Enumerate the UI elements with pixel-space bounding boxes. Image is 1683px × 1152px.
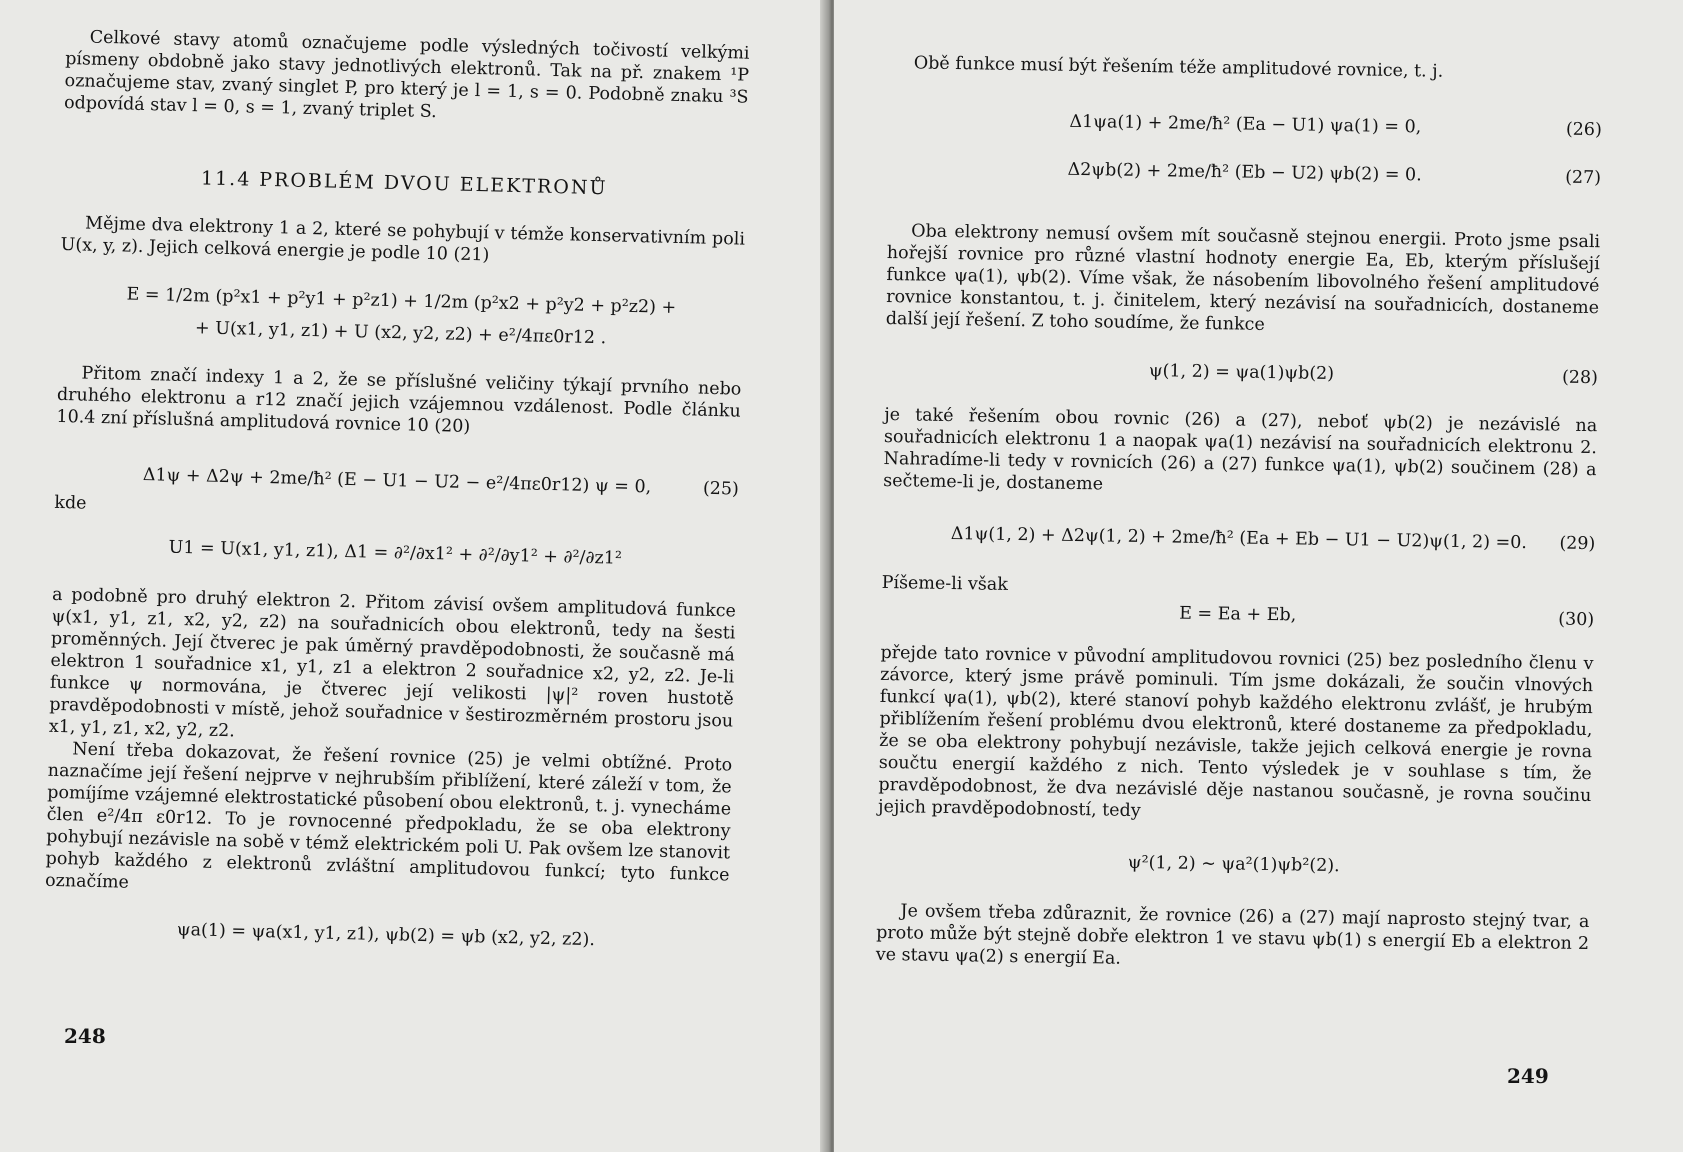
equation-27-number: (27) — [1565, 167, 1602, 189]
right-page — [834, 0, 1683, 1152]
equation-probability: ψ²(1, 2) ~ ψa²(1)ψb²(2). — [1127, 852, 1340, 877]
paragraph-approximation: Není třeba dokazovat, že řešení rovnice (25) je velmi obtížné. Proto naznačíme její řešení nejprve v nejhrubším přiblížení, které záleží v tom, že pomíjíme vzájemné elektrostatické působení obou elektronů, t. j. vynecháme člen e²/4π ε0r12. To je rovnocenné předpokladu, že se oba elektrony pohybují nezávisle na sobě v témž elektrickém poli U. Pak ovšem lze stanovit pohyb každého z elektronů zvláštní amplitudovou funkcí; tyto funkce označíme — [44, 739, 733, 893]
equation-energy-line2: + U(x1, y1, z1) + U (x2, y2, z2) + e²/4πε0r12 . — [194, 318, 607, 349]
kde-label: kde — [54, 492, 87, 514]
right-page-content — [876, 52, 1603, 977]
left-page-content — [44, 26, 750, 954]
equation-psi-definitions: ψa(1) = ψa(x1, y1, z1), ψb(2) = ψb (x2, y2, z2). — [176, 919, 596, 951]
equation-29 — [882, 522, 1595, 555]
left-page — [0, 0, 828, 1152]
equation-29-body: Δ1ψ(1, 2) + Δ2ψ(1, 2) + 2me/ħ² (Ea + Eb − U1 − U2)ψ(1, 2) =0. — [950, 524, 1528, 554]
equation-29-number: (29) — [1559, 533, 1596, 555]
intro-paragraph: Celkové stavy atomů označujeme podle výsledných točivostí velkými písmeny obdobně jako stavy jednotlivých elektronů. Tak na př. znakem ¹P označujeme stav, zvaný singlet P, pro který je l = 1, s = 0. Podobně znaku ³S odpovídá stav l = 0, s = 1, zvaný triplet S. — [63, 27, 750, 123]
equation-25-body: Δ1ψ + Δ2ψ + 2me/ħ² (E − U1 − U2 − e²/4πε0r12) ψ = 0, — [142, 465, 652, 498]
intro-paragraph-right: Obě funkce musí být řešením téže amplitudové rovnice, t. j. — [913, 53, 1444, 82]
equation-26-number: (26) — [1565, 119, 1603, 141]
paragraph-piseme: Píšeme-li však — [881, 572, 1009, 595]
paragraph-amplitude-function: a podobně pro druhý elektron 2. Přitom závisí ovšem amplitudová funkce ψ(x1, y1, z1, x2, y2, z2) na souřadnicích obou elektronů, tedy na šesti proměnných. Její čtverec je pak úměrný pravděpodobnosti, že současně má elektron 1 souřadnice x1, y1, z1 a elektron 2 souřadnice x2, y2, z2. Je-li funkce ψ normována, je čtverec její velikosti |ψ|² roven hustotě pravděpodobnosti v místě, jehož souřadnice v šestirozměrném prostoru jsou x1, y1, z1, x2, y2, z2. — [48, 584, 737, 742]
equation-energy-line1: E = 1/2m (p²x1 + p²y1 + p²z1) + 1/2m (p²x2 + p²y2 + p²z2) + — [126, 284, 677, 318]
equation-28-body: ψ(1, 2) = ψa(1)ψb(2) — [1148, 361, 1335, 385]
paragraph-symmetry: Je ovšem třeba zdůraznit, že rovnice (26) a (27) mají naprosto stejný tvar, a proto může být stejně dobře elektron 1 ve stavu ψb(1) s energií Eb a elektron 2 ve stavu ψa(2) s energií Ea. — [875, 901, 1590, 969]
page-number-left: 248 — [64, 1024, 106, 1048]
equation-30-body: E = Ea + Eb, — [1178, 603, 1297, 626]
section-heading: 11.4 PROBLÉM DVOU ELEKTRONŮ — [200, 167, 608, 200]
equation-25-number: (25) — [702, 478, 740, 500]
equation-28 — [885, 356, 1598, 389]
equation-26 — [889, 108, 1602, 141]
equation-30-number: (30) — [1558, 609, 1595, 631]
equation-27 — [888, 156, 1601, 189]
equation-definitions: U1 = U(x1, y1, z1), Δ1 = ∂²/∂x1² + ∂²/∂y1² + ∂²/∂z1² — [168, 537, 623, 569]
paragraph-solution: je také řešením obou rovnic (26) a (27), neboť ψb(2) je nezávislé na souřadnicích elektronu 1 a naopak ψa(1) nezávisí na souřadnicích elektronu 2. Nahradíme-li tedy v rovnicích (26) a (27) funkce ψa(1), ψb(2) součinem (28) a sečteme-li je, dostaneme — [883, 404, 1598, 495]
page-number-right: 249 — [1507, 1064, 1549, 1088]
paragraph-energies: Oba elektrony nemusí ovšem mít současně stejnou energii. Proto jsme psali hořejší rovnice pro různé vlastní hodnoty energie Ea, Eb, kterým příslušejí funkce ψa(1), ψb(2). Víme však, že násobením libovolného řešení amplitudové rovnice konstantou, t. j. činitelem, který nezávisí na souřadnicích, dostaneme další její řešení. Z toho soudíme, že funkce — [885, 221, 1601, 335]
equation-26-body: Δ1ψa(1) + 2me/ħ² (Ea − U1) ψa(1) = 0, — [1069, 111, 1422, 138]
paragraph-two-electrons: Mějme dva elektrony 1 a 2, které se pohybují v témže konservativním poli U(x, y, z). Jejich celková energie je podle 10 (21) — [60, 213, 746, 266]
equation-27-body: Δ2ψb(2) + 2me/ħ² (Eb − U2) ψb(2) = 0. — [1067, 159, 1422, 186]
paragraph-result: přejde tato rovnice v původní amplitudovou rovnici (25) bez posledního členu v závorce, který jsme právě pominuli. Tím jsme dokázali, že součin vlnových funkcí ψa(1), ψb(2), které stanoví pohyb každého elektronu zvlášť, je hrubým přiblížením řešení problému dvou elektronů, které dostaneme za předpokladu, že se oba elektrony pohybují nezávisle, takže jejich celková energie je rovna součtu energií každého z nich. Tento výsledek je v souhlase s tím, že pravděpodobnost, že dva nezávislé děje nastanou současně, je rovna součinu jejich pravděpodobností, tedy — [877, 642, 1594, 822]
paragraph-indices: Přitom značí indexy 1 a 2, že se příslušné veličiny týkají prvního nebo druhého elektronu a r12 značí jejich vzájemnou vzdálenost. Podle článku 10.4 zní příslušná amplitudová rovnice 10 (20) — [56, 363, 742, 437]
equation-28-number: (28) — [1561, 367, 1599, 389]
